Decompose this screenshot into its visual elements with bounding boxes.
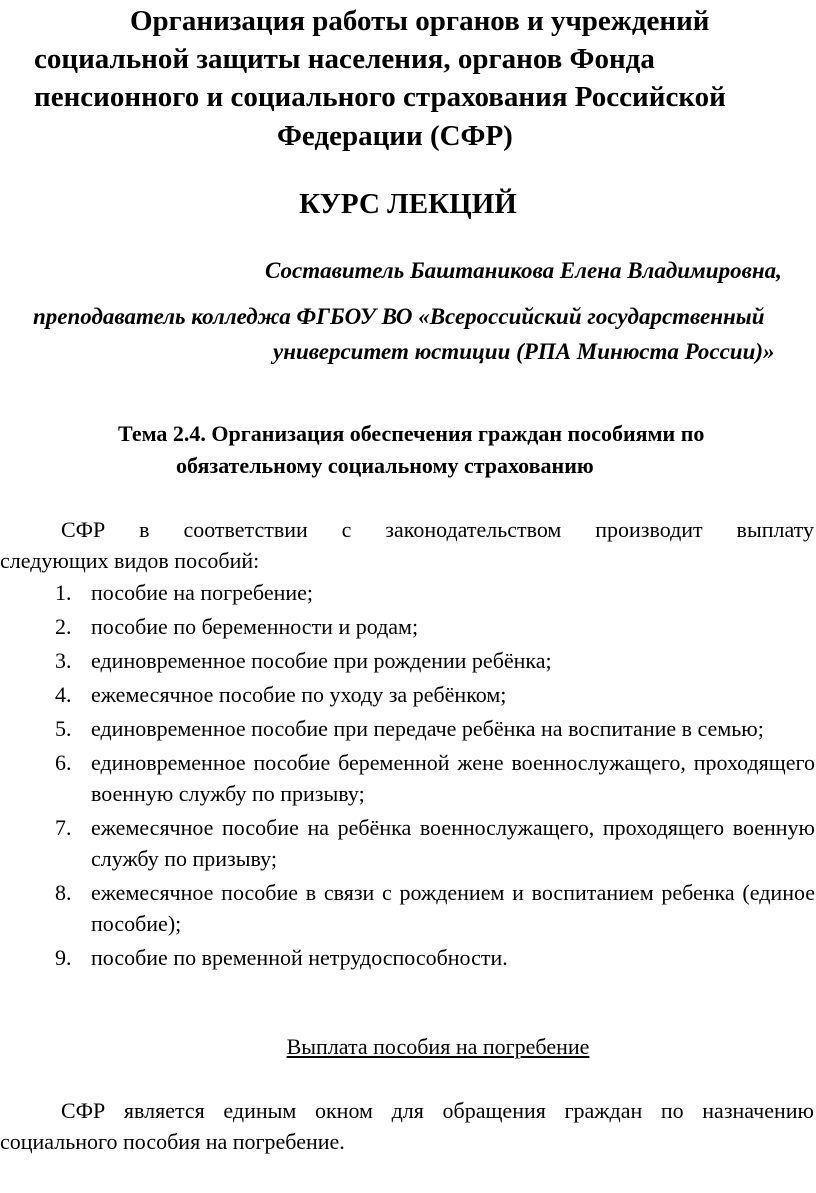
list-item-number: 7. xyxy=(55,815,72,840)
list-item xyxy=(55,611,815,642)
list-item-text: единовременное пособие беременной жене военнослужащего, проходящего военную службу по призыву; xyxy=(91,750,815,806)
list-item-text: пособие на погребение; xyxy=(91,580,314,605)
list-item-text: ежемесячное пособие по уходу за ребёнком; xyxy=(91,682,507,707)
outro-paragraph-line-1: СФР является единым окном для обращения граждан по назначению xyxy=(61,1098,814,1123)
list-item xyxy=(55,679,815,710)
list-item-number: 6. xyxy=(55,750,72,775)
document-title-line-4: Федерации (СФР) xyxy=(277,120,513,152)
list-item-text: ежемесячное пособие в связи с рождением и воспитанием ребенка (единое пособие); xyxy=(91,880,815,936)
list-item xyxy=(55,747,815,809)
list-item-number: 5. xyxy=(55,716,72,741)
list-item-text: пособие по беременности и родам; xyxy=(91,614,419,639)
list-item xyxy=(55,645,815,676)
list-item xyxy=(55,812,815,874)
list-item xyxy=(55,577,815,608)
list-item-number: 9. xyxy=(55,945,72,970)
list-item xyxy=(55,713,815,744)
document-title-line-3: пенсионного и социального страхования Российской xyxy=(34,81,726,113)
list-item xyxy=(55,877,815,939)
list-item-text: пособие по временной нетрудоспособности. xyxy=(91,945,508,970)
author-line-1: Составитель Баштаникова Елена Владимировна, xyxy=(265,258,782,283)
list-item-number: 3. xyxy=(55,648,72,673)
author-line-2: преподаватель колледжа ФГБОУ ВО «Всероссийский государственный xyxy=(33,304,765,329)
document-title-line-2: социальной защиты населения, органов Фонда xyxy=(34,43,655,75)
list-item-number: 1. xyxy=(55,580,72,605)
list-item-text: единовременное пособие при передаче ребёнка на воспитание в семью; xyxy=(91,716,764,741)
list-item-number: 4. xyxy=(55,682,72,707)
course-label: КУРС ЛЕКЦИЙ xyxy=(299,188,517,220)
document-title-line-1: Организация работы органов и учреждений xyxy=(130,5,710,37)
section-subheading: Выплата пособия на погребение xyxy=(286,1034,590,1059)
intro-paragraph-line-1: СФР в соответствии с законодательством производит выплату xyxy=(61,517,814,542)
benefits-list xyxy=(55,577,815,976)
list-item-text: единовременное пособие при рождении ребёнка; xyxy=(91,648,552,673)
intro-paragraph-line-2: следующих видов пособий: xyxy=(0,548,260,573)
list-item-number: 8. xyxy=(55,880,72,905)
topic-heading-line-1: Тема 2.4. Организация обеспечения граждан пособиями по xyxy=(118,421,705,446)
topic-heading-line-2: обязательному социальному страхованию xyxy=(176,453,594,478)
list-item-number: 2. xyxy=(55,614,72,639)
author-line-3: университет юстиции (РПА Минюста России)» xyxy=(273,339,775,364)
list-item xyxy=(55,942,815,973)
outro-paragraph-line-2: социального пособия на погребение. xyxy=(0,1129,345,1154)
list-item-text: ежемесячное пособие на ребёнка военнослужащего, проходящего военную службу по призыву; xyxy=(91,815,815,871)
